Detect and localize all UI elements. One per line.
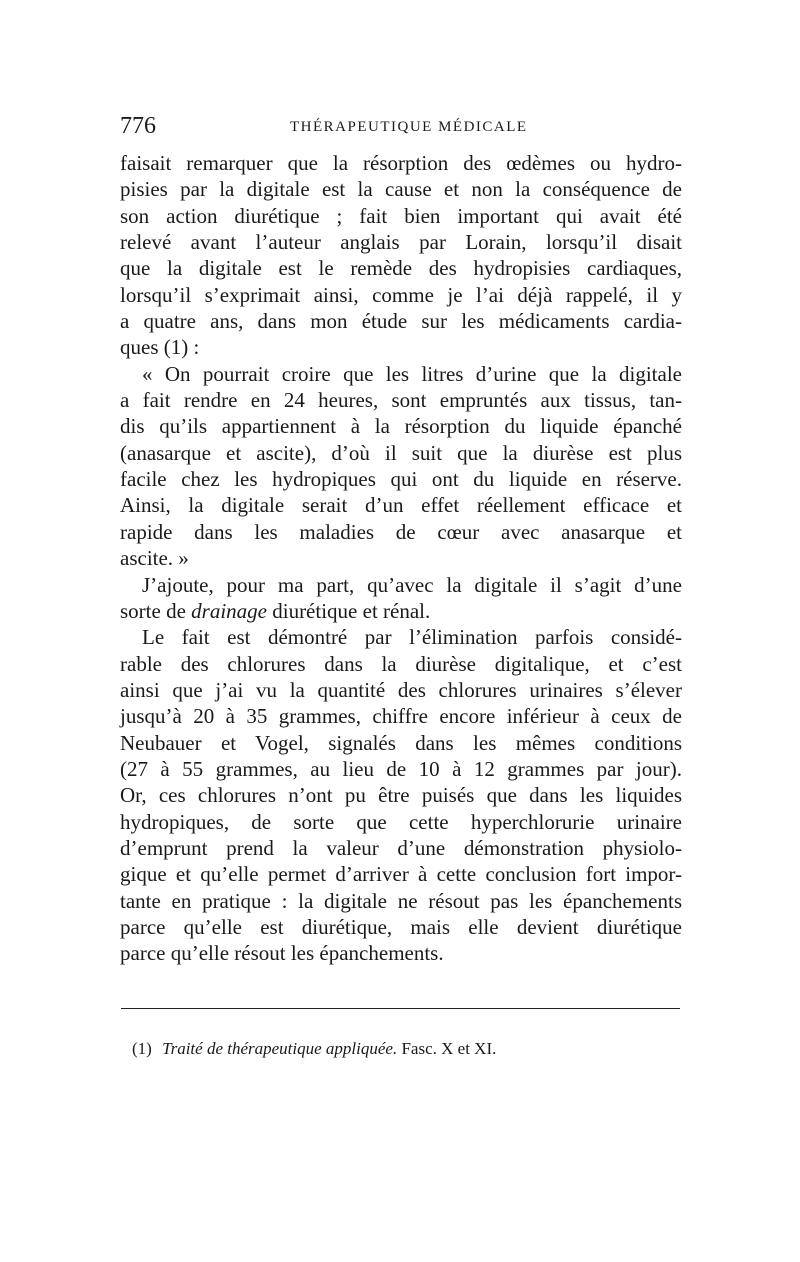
text-line: parce qu’elle est diurétique, mais elle devient diurétique — [120, 914, 682, 939]
text-line: tante en pratique : la digitale ne résout pas les épanchements — [120, 888, 682, 913]
text-line: jusqu’à 20 à 35 grammes, chiffre encore inférieur à ceux de — [120, 704, 682, 729]
text-line: dis qu’ils appartiennent à la résorption du liquide épanché — [120, 414, 682, 439]
page-header — [120, 112, 680, 140]
text-line: facile chez les hydropiques qui ont du liquide en réserve. — [120, 467, 682, 492]
text-line: parce qu’elle résout les épanchements. — [120, 941, 444, 966]
text-line: sorte de drainage diurétique et rénal. — [120, 598, 431, 623]
text-line: a fait rendre en 24 heures, sont empruntés aux tissus, tan- — [120, 388, 682, 413]
text-line: ascite. » — [120, 546, 189, 571]
text-line: « On pourrait croire que les litres d’urine que la digitale — [142, 361, 682, 386]
text-line: J’ajoute, pour ma part, qu’avec la digitale il s’agit d’une — [142, 572, 682, 597]
text-line: hydropiques, de sorte que cette hyperchlorurie urinaire — [120, 809, 682, 834]
text-line: Or, ces chlorures n’ont pu être puisés que dans les liquides — [120, 783, 682, 808]
text-line: faisait remarquer que la résorption des œdèmes ou hydro- — [120, 151, 682, 175]
text-line: d’emprunt prend la valeur d’une démonstration physiolo- — [120, 835, 682, 860]
text-line: lorsqu’il s’exprimait ainsi, comme je l’ai déjà rappelé, il y — [120, 282, 682, 307]
footnote-mark: (1) — [132, 1039, 152, 1058]
text-line: Le fait est démontré par l’élimination parfois considé- — [142, 625, 682, 650]
text-line: ques (1) : — [120, 335, 200, 360]
footnote-rest: Fasc. X et XI. — [401, 1039, 497, 1058]
text-line: (27 à 55 grammes, au lieu de 10 à 12 grammes par jour). — [120, 756, 682, 781]
footnote — [132, 1037, 496, 1061]
text-line: rable des chlorures dans la diurèse digitalique, et c’est — [120, 651, 682, 676]
text-line: pisies par la digitale est la cause et non la conséquence de — [120, 177, 682, 202]
page-number: 776 — [120, 113, 156, 139]
text-line: que la digitale est le remède des hydropisies cardiaques, — [120, 256, 682, 281]
running-title: THÉRAPEUTIQUE MÉDICALE — [290, 119, 528, 135]
text-line: rapide dans les maladies de cœur avec anasarque et — [120, 519, 682, 544]
text-line: gique et qu’elle permet d’arriver à cette conclusion fort impor- — [120, 862, 682, 887]
text-line: ainsi que j’ai vu la quantité des chlorures urinaires s’élever — [120, 677, 682, 702]
text-line: a quatre ans, dans mon étude sur les médicaments cardia- — [120, 309, 682, 334]
text-line: Ainsi, la digitale serait d’un effet réellement efficace et — [120, 493, 682, 518]
body-text — [120, 150, 682, 967]
text-line: Neubauer et Vogel, signalés dans les mêmes conditions — [120, 730, 682, 755]
text-line: son action diurétique ; fait bien important qui avait été — [120, 203, 682, 228]
text-line: relevé avant l’auteur anglais par Lorain, lorsqu’il disait — [120, 230, 682, 255]
footnote-divider — [121, 1008, 680, 1009]
text-line: (anasarque et ascite), d’où il suit que la diurèse est plus — [120, 440, 682, 465]
footnote-title: Traité de thérapeutique appliquée. — [162, 1039, 398, 1058]
